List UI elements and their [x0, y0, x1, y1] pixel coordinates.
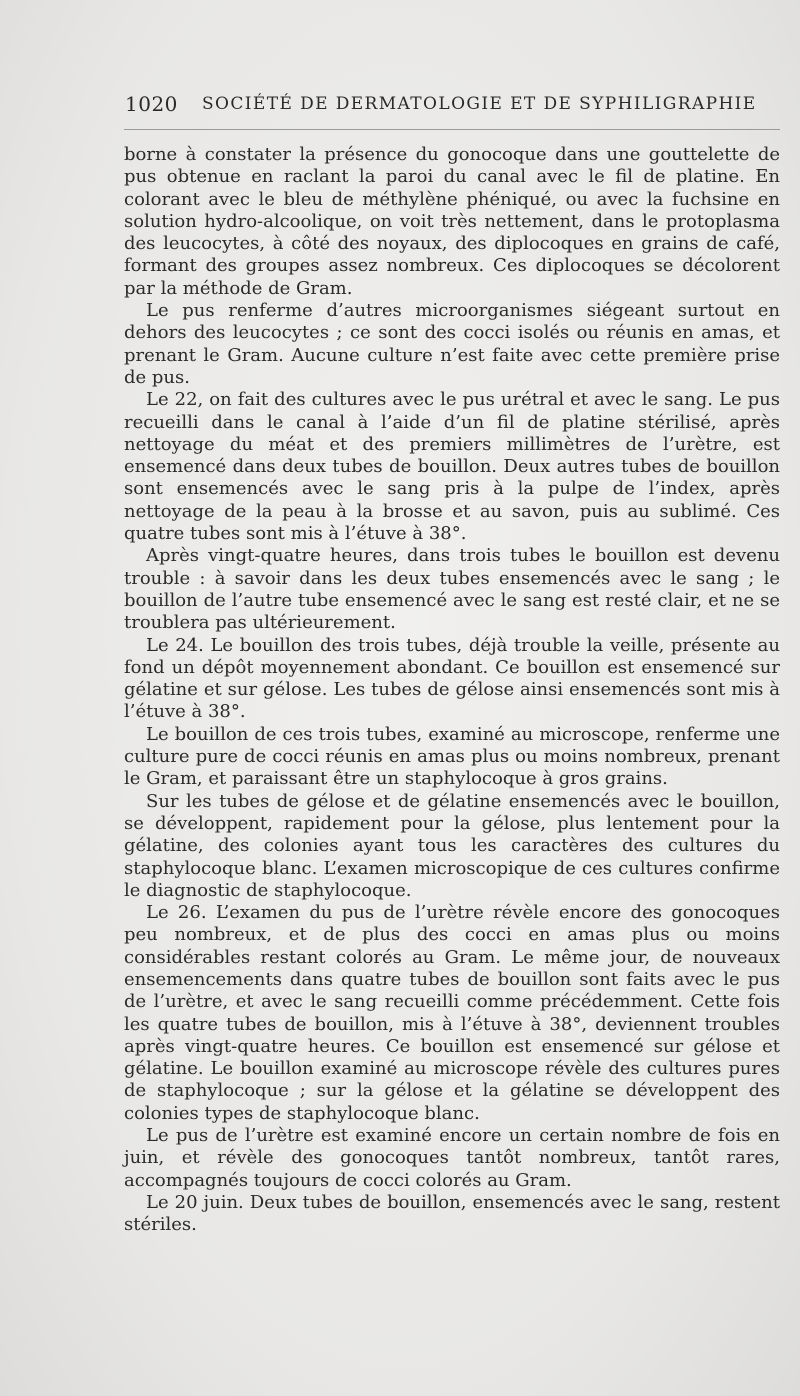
paragraph-7: Sur les tubes de gélose et de gélatine ensemencés avec le bouillon, se développent, rapidement pour la gélose, plus lentement pour la gélatine, des colonies ayant tous les caractères des cultures du staphylocoque blanc. L’examen microscopique de ces cultures confirme le diagnostic de staphylocoque.	[124, 790, 780, 901]
paragraph-5: Le 24. Le bouillon des trois tubes, déjà trouble la veille, présente au fond un dépôt moyennement abondant. Ce bouillon est ensemencé sur gélatine et sur gélose. Les tubes de gélose ainsi ensemencés sont mis à l’étuve à 38°.	[124, 634, 780, 723]
page-number: 1020	[125, 92, 178, 116]
paragraph-8: Le 26. L’examen du pus de l’urètre révèle encore des gonocoques peu nombreux, et de plus des cocci en amas plus ou moins considérables restant colorés au Gram. Le même jour, de nouveaux ensemencements dans quatre tubes de bouillon sont faits avec le pus de l’urètre, et avec le sang recueilli comme précédemment. Cette fois les quatre tubes de bouillon, mis à l’étuve à 38°, deviennent troubles après vingt-quatre heures. Ce bouillon est ensemencé sur gélose et gélatine. Le bouillon examiné au microscope révèle des cultures pures de staphylocoque ; sur la gélose et la gélatine se développent des colonies types de staphylocoque blanc.	[124, 902, 780, 1124]
paragraph-1: borne à constater la présence du gonocoque dans une gouttelette de pus obtenue en raclant la paroi du canal avec le fil de platine. En colorant avec le bleu de méthylène phéniqué, ou avec la fuchsine en solution hydro-alcoolique, on voit très nettement, dans le protoplasma des leucocytes, à côté des noyaux, des diplocoques en grains de café, formant des groupes assez nombreux. Ces diplocoques se décolorent par la méthode de Gram.	[124, 144, 780, 299]
paragraph-3: Le 22, on fait des cultures avec le pus urétral et avec le sang. Le pus recueilli dans le canal à l’aide d’un fil de platine stérilisé, après nettoyage du méat et des premiers millimètres de l’urètre, est ensemencé dans deux tubes de bouillon. Deux autres tubes de bouillon sont ensemencés avec le sang pris à la pulpe de l’index, après nettoyage de la peau à la brosse et au savon, puis au sublimé. Ces quatre tubes sont mis à l’étuve à 38°.	[124, 389, 780, 545]
paragraph-2: Le pus renferme d’autres microorganismes siégeant surtout en dehors des leucocytes ; ce sont des cocci isolés ou réunis en amas, et prenant le Gram. Aucune culture n’est faite avec cette première prise de pus.	[124, 300, 780, 388]
paragraph-4: Après vingt-quatre heures, dans trois tubes le bouillon est devenu trouble : à savoir dans les deux tubes ensemencés avec le sang ; le bouillon de l’autre tube ensemencé avec le sang est resté clair, et ne se troublera pas ultérieurement.	[124, 545, 780, 634]
header-rule	[124, 129, 780, 130]
page-header	[125, 92, 800, 120]
body-text	[124, 144, 780, 1237]
paragraph-9: Le pus de l’urètre est examiné encore un certain nombre de fois en juin, et révèle des gonocoques tantôt nombreux, tantôt rares, accompagnés toujours de cocci colorés au Gram.	[124, 1125, 780, 1191]
paragraph-10: Le 20 juin. Deux tubes de bouillon, ensemencés avec le sang, restent stériles.	[124, 1191, 780, 1236]
running-head: SOCIÉTÉ DE DERMATOLOGIE ET DE SYPHILIGRAPHIE	[202, 94, 757, 114]
paragraph-6: Le bouillon de ces trois tubes, examiné au microscope, renferme une culture pure de cocci réunis en amas plus ou moins nombreux, prenant le Gram, et paraissant être un staphylocoque à gros grains.	[124, 723, 780, 790]
